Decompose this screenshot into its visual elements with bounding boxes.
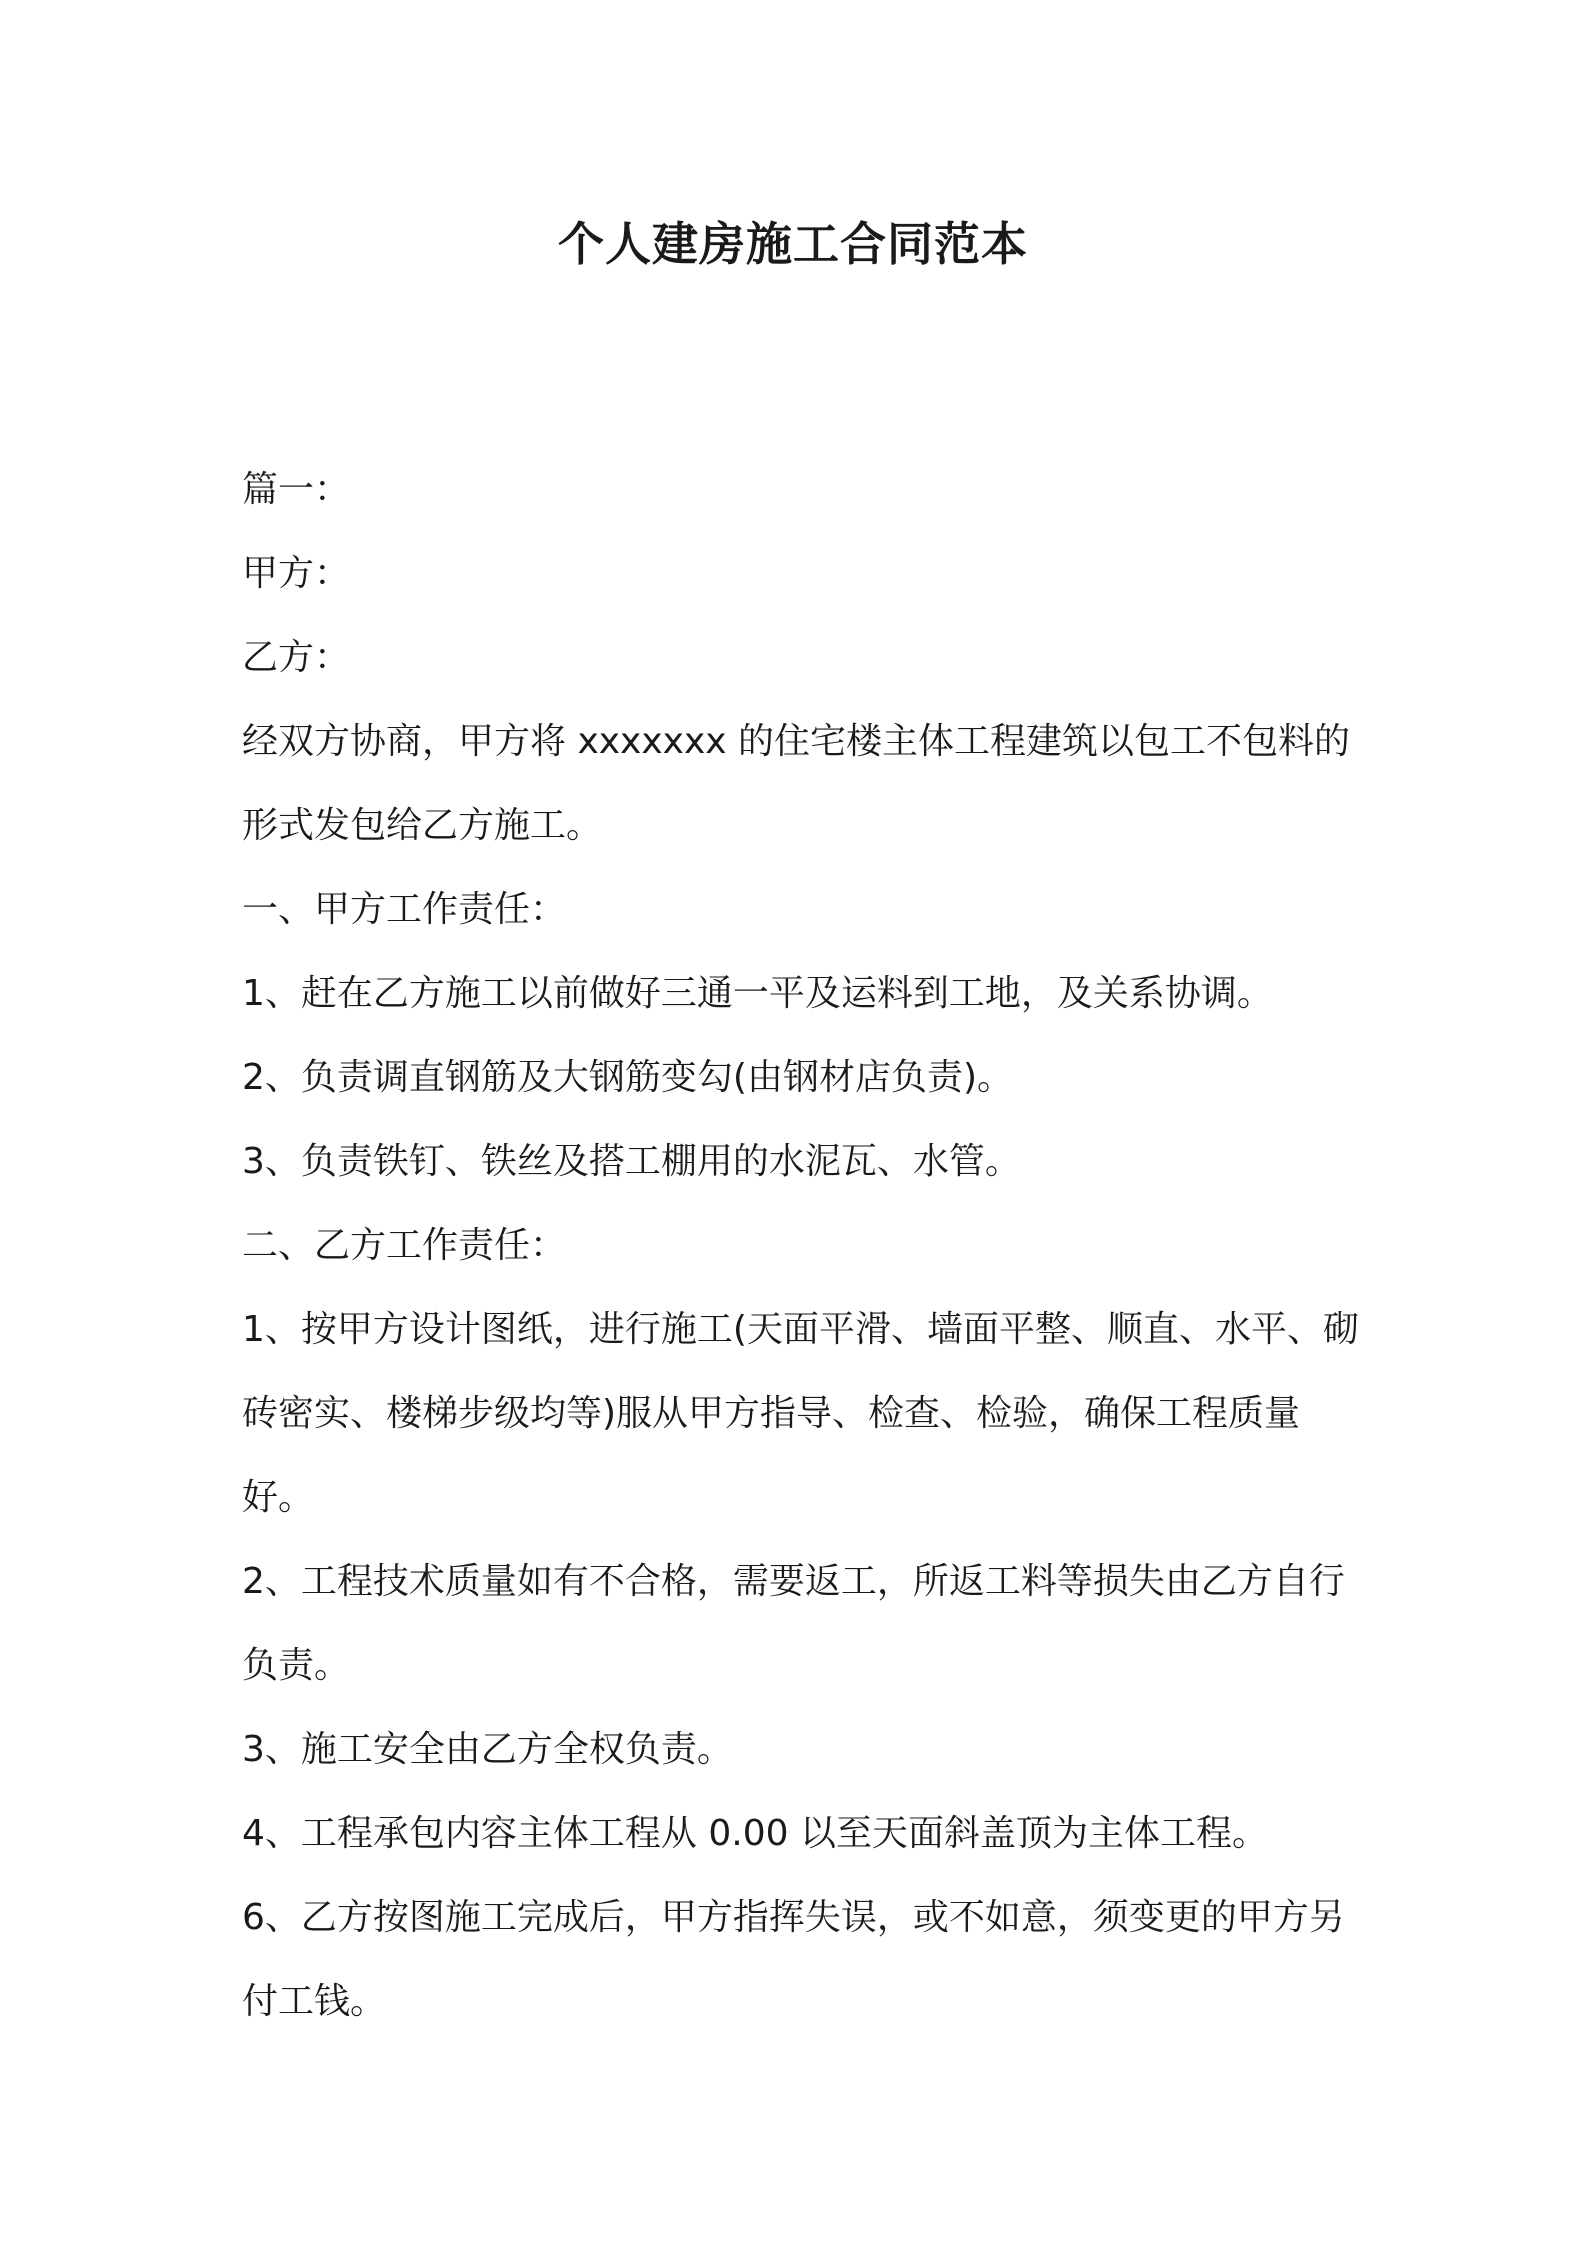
party-b-duty-2: 2、工程技术质量如有不合格，需要返工，所返工料等损失由乙方自行负责。	[242, 1561, 1345, 1686]
party-a-duty-3: 3、负责铁钉、铁丝及搭工棚用的水泥瓦、水管。	[242, 1141, 1021, 1182]
document-title: 个人建房施工合同范本	[558, 217, 1028, 271]
party-a-duty-2: 2、负责调直钢筋及大钢筋变勾(由钢材店负责)。	[242, 1057, 1013, 1098]
party-a-duty-1: 1、赶在乙方施工以前做好三通一平及运料到工地，及关系协调。	[242, 973, 1273, 1014]
party-b-duty-1: 1、按甲方设计图纸，进行施工(天面平滑、墙面平整、顺直、水平、砌砖密实、楼梯步级均等)服从甲方指导、检查、检验，确保工程质量好。	[242, 1309, 1359, 1518]
document-body	[242, 448, 1360, 2044]
party-b-line: 乙方：	[242, 637, 351, 678]
party-a-line: 甲方：	[242, 553, 351, 594]
section-heading-part-one: 篇一：	[242, 469, 351, 510]
section-heading-party-a-duties: 一、甲方工作责任：	[242, 889, 567, 930]
agreement-intro: 经双方协商，甲方将 xxxxxxx 的住宅楼主体工程建筑以包工不包料的形式发包给乙方施工。	[242, 721, 1351, 846]
party-b-duty-3: 3、施工安全由乙方全权负责。	[242, 1729, 733, 1770]
party-b-duty-4: 4、工程承包内容主体工程从 0.00 以至天面斜盖顶为主体工程。	[242, 1813, 1268, 1854]
section-heading-party-b-duties: 二、乙方工作责任：	[242, 1225, 567, 1266]
party-b-duty-6: 6、乙方按图施工完成后，甲方指挥失误，或不如意，须变更的甲方另付工钱。	[242, 1897, 1345, 2022]
